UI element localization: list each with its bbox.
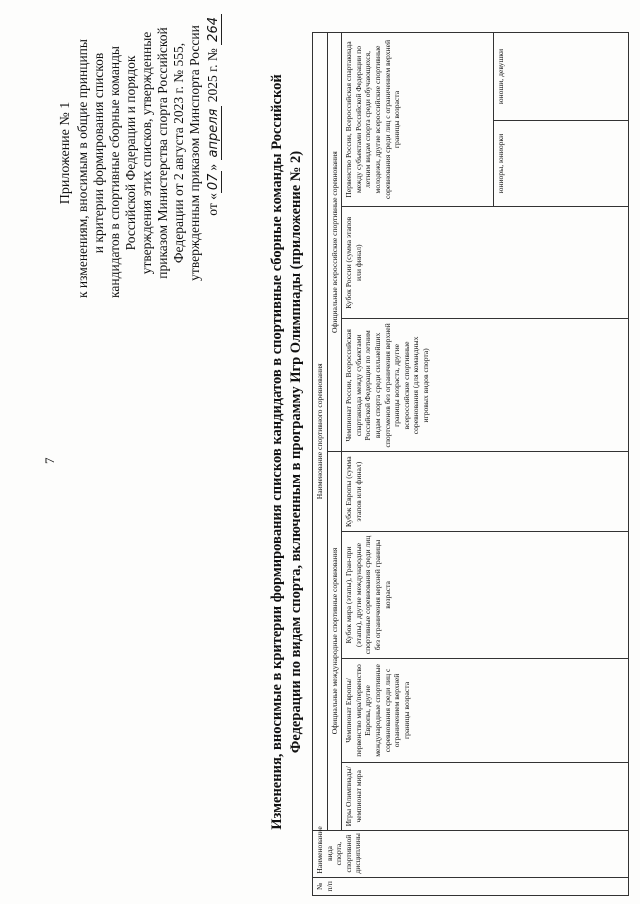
appendix-line: утвержденным приказом Минспорта России <box>187 25 202 281</box>
col-sport-header: Наименование вида спорта, спортивной дисциплины <box>313 830 629 877</box>
russ-col-cup: Кубок России (сумма этапов или финал) <box>342 206 629 318</box>
appendix-line: и критерии формирования списков <box>91 52 106 254</box>
appendix-block <box>58 8 221 298</box>
appendix-line: утверждения этих списков, утвержденные <box>139 31 154 275</box>
page-number: 7 <box>42 457 57 464</box>
appendix-line: кандидатов в спортивные сборные команды <box>107 45 122 298</box>
appendix-line: Федерации от 2 августа 2023 г. № 555, <box>171 42 186 264</box>
appendix-line: Российской Федерации и порядок <box>123 55 138 251</box>
russ-group-header: Официальные всероссийские спортивные соревнования <box>327 33 342 452</box>
title-line: Федерации по видам спорта, включенным в программу Игр Олимпиады (приложение № 2) <box>288 150 304 754</box>
youth-sub-juniors: юниоры, юниорки <box>494 121 629 207</box>
youth-sub-youth: юноши, девушки <box>494 33 629 121</box>
criteria-table <box>312 32 629 896</box>
date-prefix: от « <box>205 193 220 216</box>
russ-col-championship: Чемпионат России, Всероссийская спартакиада между субъектами Российской Федерации по летним видам спорта среди сильнейших спортсменов без ограничения верхней границы возраста, другие всероссийские спортивные соревнования (для командных игровых видов спорта) <box>342 319 629 452</box>
intl-col-european-cup: Кубок Европы (сумма этапов или финал) <box>342 452 629 532</box>
appendix-line: к изменениям, вносимым в общие принципы <box>75 39 90 298</box>
appendix-line: приказом Министерства спорта Российской <box>155 27 170 279</box>
date-year: 2025 г. № <box>205 48 220 103</box>
page-title <box>268 6 306 898</box>
date-month-handwritten: апреля <box>206 106 222 161</box>
intl-col-european-championship: Чемпионат Европы/ первенство мира/первенство Европы, другие международные спортивные соревнования среди лиц с ограничением верхней границы возраста <box>342 658 629 762</box>
date-day-handwritten: 07 <box>206 171 222 194</box>
intl-col-olympics: Игры Олимпиады/ чемпионат мира <box>342 763 629 830</box>
competition-name-header: Наименование спортивного соревнования <box>313 33 328 831</box>
intl-group-header: Официальные международные спортивные соревнования <box>327 452 342 830</box>
appendix-title: Приложение № 1 <box>58 101 73 205</box>
intl-col-world-cup: Кубок мира (этапы), Гран-при (этапы), другие международные спортивные соревнования среди лиц без ограничения верхней границы возраста <box>342 532 629 659</box>
order-number-handwritten: 264 <box>206 14 222 45</box>
col-number-header: № п/п <box>313 877 629 895</box>
date-mid: » <box>205 163 220 171</box>
youth-championship-header: Первенство России, Всероссийская спартакиада между субъектами Российской Федерации по летним видам спорта среди обучающихся, молодежи, другие всероссийские спортивные соревнования среди лиц с ограничением верхней границы возраста <box>342 33 494 207</box>
title-line: Изменения, вносимые в критерии формирования списков кандидатов в спортивные сборные команды Российской <box>269 74 285 830</box>
appendix-date <box>205 8 221 298</box>
